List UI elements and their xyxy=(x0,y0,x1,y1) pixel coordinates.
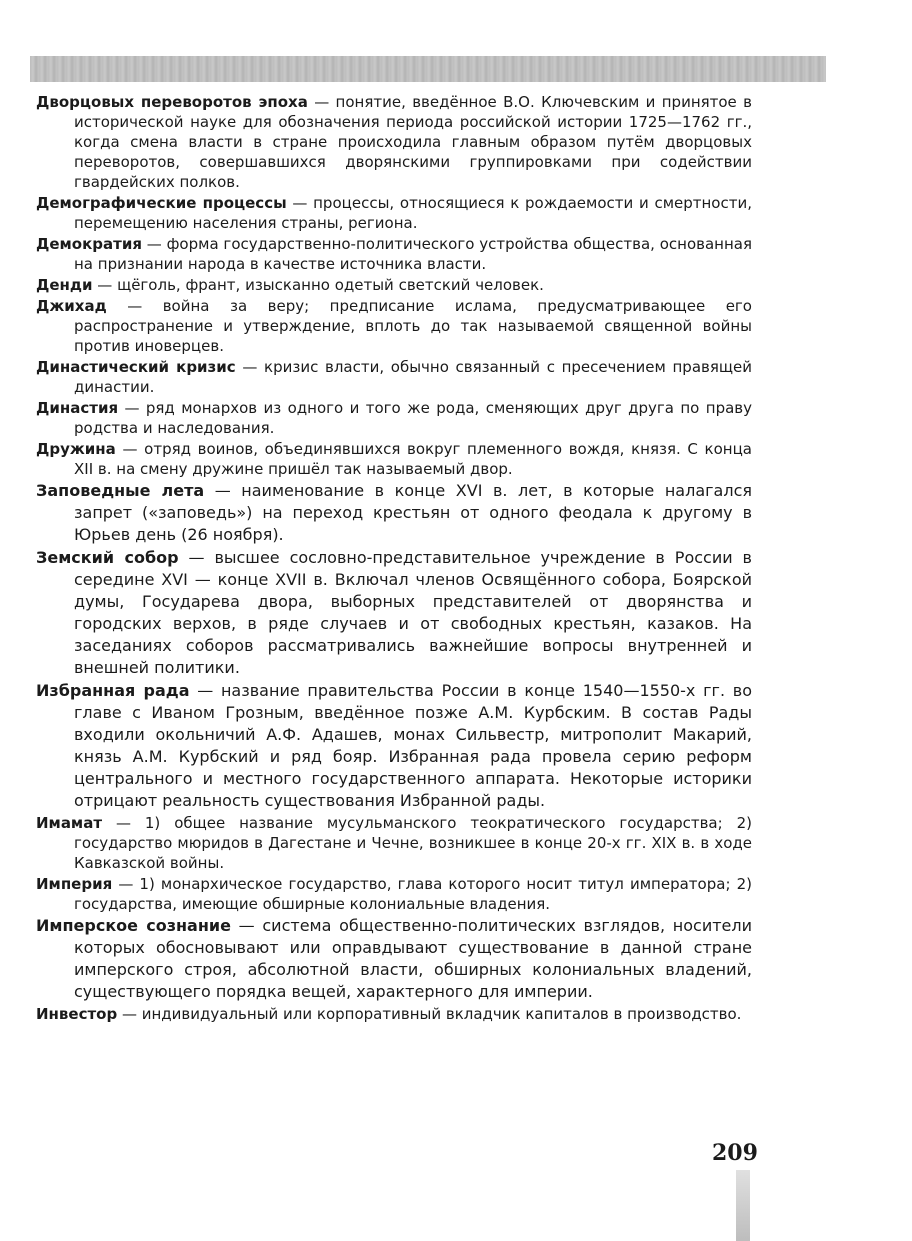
glossary-entry xyxy=(36,92,752,192)
entry-term: Дружина xyxy=(36,440,116,458)
glossary-entry xyxy=(36,1004,752,1024)
glossary-entry xyxy=(36,275,752,295)
glossary-entry xyxy=(36,357,752,397)
glossary-entry xyxy=(36,398,752,438)
entry-definition: — форма государственно-политического устройства общества, основанная на признании народа в качестве источника власти. xyxy=(74,235,752,273)
entry-term: Имперское сознание xyxy=(36,916,231,935)
entry-definition: — щёголь, франт, изысканно одетый светский человек. xyxy=(92,276,544,294)
glossary-entry xyxy=(36,439,752,479)
entry-term: Дворцовых переворотов эпоха xyxy=(36,93,308,111)
page-number: 209 xyxy=(712,1140,758,1166)
entry-definition: — кризис власти, обычно связанный с пресечением правящей династии. xyxy=(74,358,752,396)
entry-term: Династический кризис xyxy=(36,358,236,376)
entry-definition: — название правительства России в конце 1540—1550-х гг. во главе с Иваном Грозным, введённое позже А.М. Курбским. В состав Рады входили окольничий А.Ф. Адашев, монах Сильвестр, митрополит Макарий, князь А.М. Курбский и ряд бояр. Избранная рада провела серию реформ центрального и местного государственного аппарата. Некоторые историки отрицают реальность существования Избранной рады. xyxy=(74,681,752,810)
entry-definition: — отряд воинов, объединявшихся вокруг племенного вождя, князя. С конца XII в. на смену дружине пришёл так называемый двор. xyxy=(74,440,752,478)
entry-definition: — процессы, относящиеся к рождаемости и смертности, перемещению населения страны, региона. xyxy=(74,194,752,232)
entry-definition: — высшее сословно-представительное учреждение в России в середине XVI — конце XVII в. Включал членов Освящённого собора, Боярской думы, Государева двора, выборных представителей от дворянства и городских верхов, в ряде случаев и от свободных крестьян, казаков. На заседаниях соборов рассматривались важнейшие вопросы внутренней и внешней политики. xyxy=(74,548,752,677)
entry-term: Джихад xyxy=(36,297,107,315)
entry-definition: — 1) монархическое государство, глава которого носит титул императора; 2) государства, имеющие обширные колониальные владения. xyxy=(74,875,752,913)
entry-definition: — понятие, введённое В.О. Ключевским и принятое в исторической науке для обозначения периода российской истории 1725—1762 гг., когда смена власти в стране происходила главным образом путём дворцовых переворотов, совершавшихся дворянскими группировками при содействии гвардейских полков. xyxy=(74,93,752,191)
glossary-list xyxy=(36,92,752,1025)
entry-term: Империя xyxy=(36,875,113,893)
entry-term: Избранная рада xyxy=(36,681,190,700)
glossary-entry xyxy=(36,547,752,679)
glossary-entry xyxy=(36,874,752,914)
entry-term: Имамат xyxy=(36,814,103,832)
top-decorative-band xyxy=(30,56,826,82)
entry-term: Инвестор xyxy=(36,1005,118,1023)
entry-term: Земский собор xyxy=(36,548,179,567)
entry-term: Денди xyxy=(36,276,93,294)
entry-definition: — ряд монархов из одного и того же рода, сменяющих друг друга по праву родства и наследования. xyxy=(74,399,752,437)
entry-definition: — система общественно-политических взглядов, носители которых обосновывают или оправдывают существование в данной стране имперского строя, абсолютной власти, обширных колониальных владений, существующего порядка вещей, характерного для империи. xyxy=(74,916,752,1001)
glossary-entry xyxy=(36,234,752,274)
page-edge-shadow xyxy=(736,1170,750,1241)
glossary-entry xyxy=(36,296,752,356)
glossary-entry xyxy=(36,480,752,546)
entry-definition: — 1) общее название мусульманского теократического государства; 2) государство мюридов в Дагестане и Чечне, возникшее в конце 20-х гг. XIX в. в ходе Кавказской войны. xyxy=(74,814,752,872)
entry-term: Династия xyxy=(36,399,119,417)
entry-definition: — война за веру; предписание ислама, предусматривающее его распространение и утверждение, вплоть до так называемой священной войны против иноверцев. xyxy=(74,297,752,355)
glossary-entry xyxy=(36,813,752,873)
entry-term: Демократия xyxy=(36,235,142,253)
glossary-entry xyxy=(36,915,752,1003)
entry-definition: — индивидуальный или корпоративный вкладчик капиталов в производство. xyxy=(117,1005,742,1023)
entry-definition: — наименование в конце XVI в. лет, в которые налагался запрет («заповедь») на переход крестьян от одного феодала к другому в Юрьев день (26 ноября). xyxy=(74,481,752,544)
entry-term: Демографические процессы xyxy=(36,194,287,212)
glossary-entry xyxy=(36,680,752,812)
glossary-entry xyxy=(36,193,752,233)
entry-term: Заповедные лета xyxy=(36,481,205,500)
